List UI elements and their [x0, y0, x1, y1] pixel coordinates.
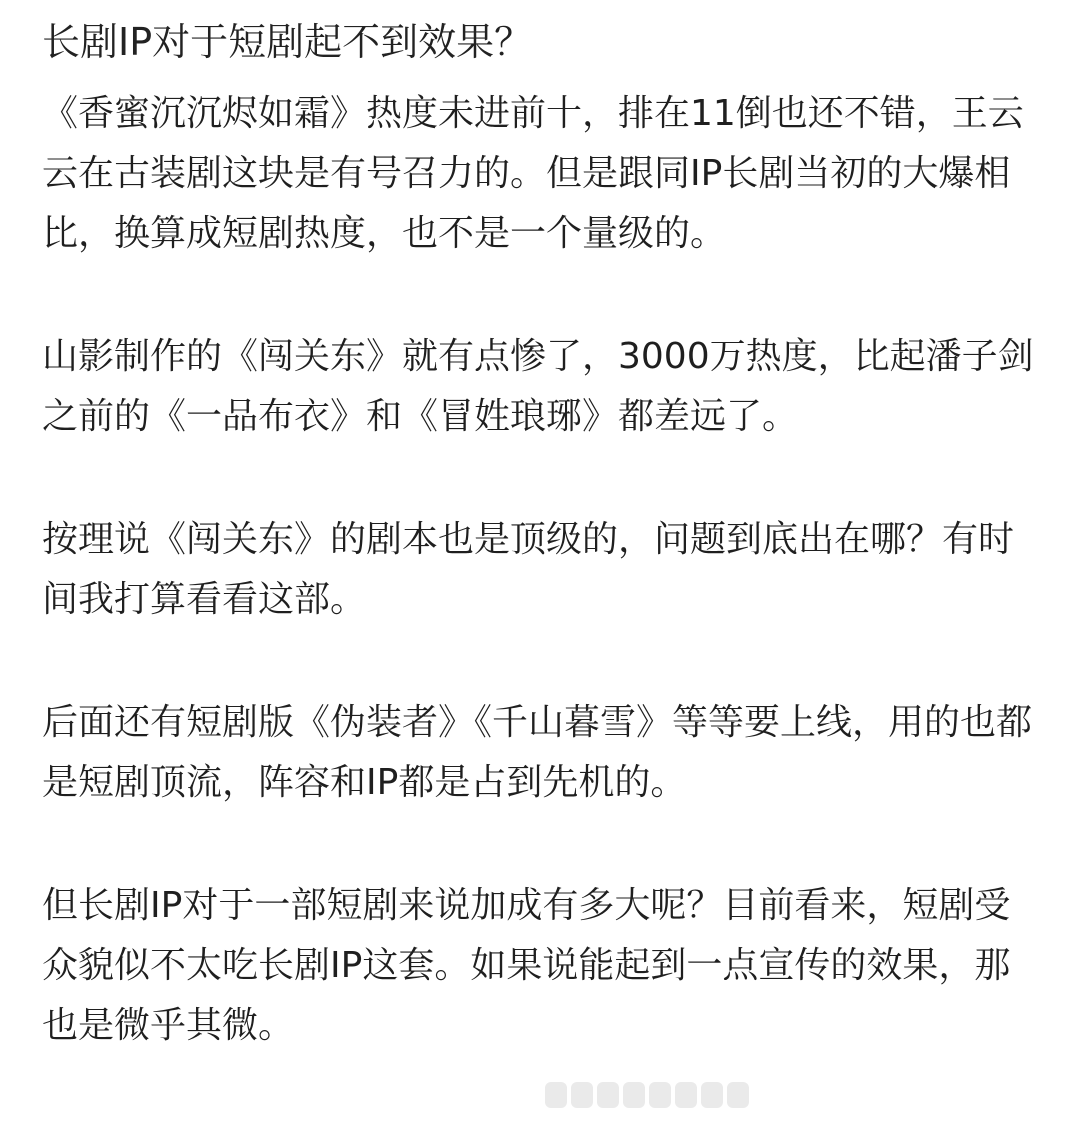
- watermark-blob: [649, 1082, 671, 1108]
- post-title: 长剧IP对于短剧起不到效果？: [42, 20, 533, 64]
- paragraph-2: 山影制作的《闯关东》就有点惨了，3000万热度，比起潘子剑之前的《一品布衣》和《冒姓琅琊》都差远了。: [42, 336, 1034, 437]
- watermark-blob: [545, 1082, 567, 1108]
- paragraph-3: 按理说《闯关东》的剧本也是顶级的，问题到底出在哪？有时间我打算看看这部。: [42, 519, 1015, 620]
- watermark-blob: [597, 1082, 619, 1108]
- watermark-blob: [571, 1082, 593, 1108]
- watermark-blob: [727, 1082, 749, 1108]
- article-body: [42, 14, 1042, 1056]
- paragraph-5: 但长剧IP对于一部短剧来说加成有多大呢？目前看来，短剧受众貌似不太吃长剧IP这套。如果说能起到一点宣传的效果，那也是微乎其微。: [42, 885, 1011, 1046]
- watermark-blob: [701, 1082, 723, 1108]
- paragraph-4: 后面还有短剧版《伪装者》《千山暮雪》等等要上线，用的也都是短剧顶流，阵容和IP都是占到先机的。: [42, 702, 1033, 803]
- watermark-blob: [675, 1082, 697, 1108]
- blurred-watermark: [545, 1082, 749, 1108]
- watermark-blob: [623, 1082, 645, 1108]
- paragraph-1: 《香蜜沉沉烬如霜》热度未进前十，排在11倒也还不错，王云云在古装剧这块是有号召力的。但是跟同IP长剧当初的大爆相比，换算成短剧热度，也不是一个量级的。: [42, 93, 1024, 254]
